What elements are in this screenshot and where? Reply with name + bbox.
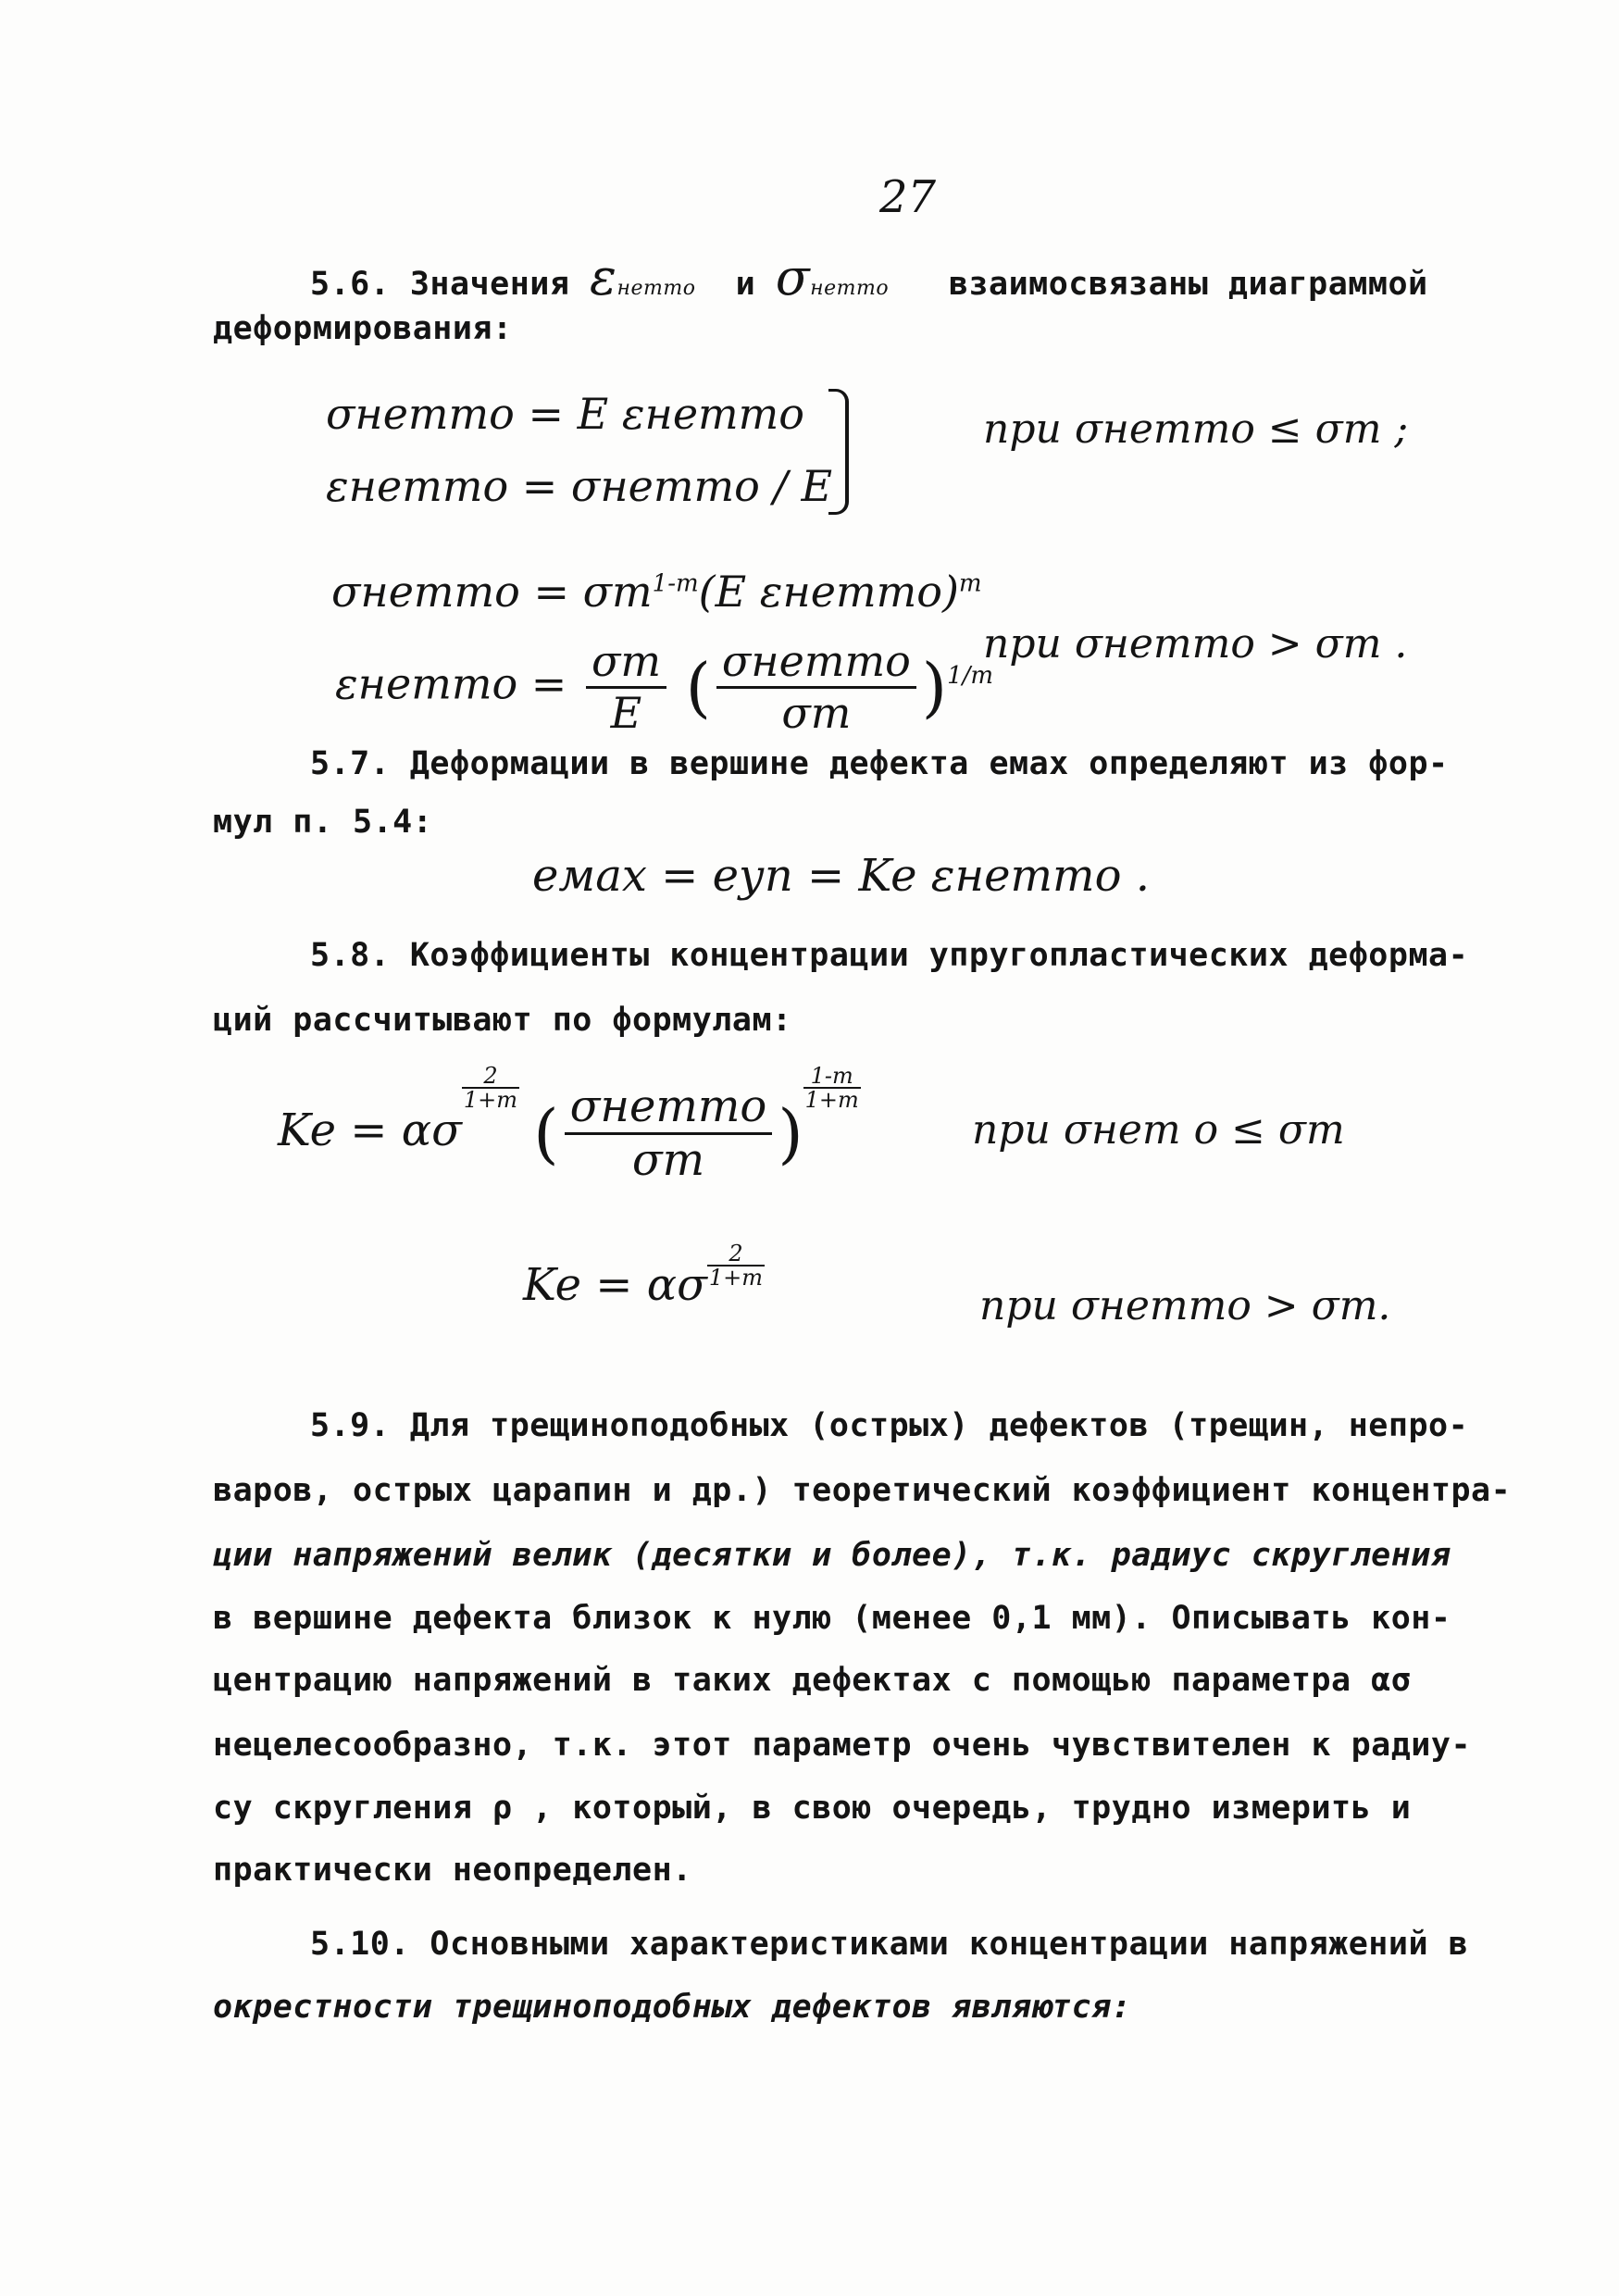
section-5-9-line-3: ции напряжений велик (десятки и более), т.к. радиус скругления [213, 1537, 1451, 1574]
exponent-2-over-1-plus-m-2: $\frac{2}{1+m}$ [708, 1241, 764, 1291]
formula-eps-plastic: εнетто = $\frac{\sigma т}{E}$ ( $\frac{\text{σнетто}}{\sigma т}$ )$^{1/m}$ [335, 636, 994, 738]
exponent-1-minus-m-over-1-plus-m: $\frac{1-m}{1+m}$ [804, 1063, 859, 1113]
symbol-epsilon: ε [590, 248, 617, 306]
exponent-2-over-1-plus-m: $\frac{2}{1+m}$ [463, 1063, 518, 1113]
fraction-sigma-netto-over-sigma-t: $\frac{\text{σнетто}}{\sigma т}$ [716, 637, 916, 738]
formula-eps-plastic-left: εнетто = [335, 658, 567, 709]
subscript-netto-2: нетто [810, 277, 890, 300]
section-5-8-line-1: 5.8. Коэффициенты концентрации упругопластических деформа- [310, 937, 1469, 974]
section-5-9-line-1: 5.9. Для трещиноподобных (острых) дефектов (трещин, непро- [310, 1407, 1469, 1444]
subscript-netto: нетто [616, 277, 696, 300]
formula-sigma-plastic-left: σнетто = σт [331, 567, 653, 617]
section-5-6-tail: взаимосвязаны диаграммой [948, 266, 1428, 303]
section-5-9-line-6: нецелесообразно, т.к. этот параметр очень чувствителен к радиу- [213, 1727, 1472, 1764]
formula-eps-elastic: εнетто = σнетто / E [326, 461, 833, 511]
condition-plastic: при σнетто > σт . [983, 620, 1408, 668]
section-5-7-line-1: 5.7. Деформации в вершине дефекта eмах определяют из фор- [310, 745, 1449, 782]
section-5-10-line-2: окрестности трещиноподобных дефектов являются: [213, 1989, 1132, 2026]
formula-ke-elastic-left: Ke = ασ [523, 1259, 707, 1311]
page-number: 27 [879, 171, 937, 223]
section-5-8-line-2: ций рассчитывают по формулам: [213, 1002, 792, 1039]
formula-sigma-elastic: σнетто = E εнетто [326, 389, 804, 439]
exponent-1-m: 1-m [652, 569, 699, 598]
section-5-9-line-4: в вершине дефекта близок к нулю (менее 0,1 мм). Описывать кон- [213, 1600, 1451, 1637]
exponent-m: m [958, 569, 982, 598]
conjunction: и [735, 266, 756, 303]
formula-ke-plastic: Ke = ασ $\frac{2}{1+m}$ ( $\frac{\text{σнетто}}{\sigma т}$ ) $\frac{1-m}{1+m}$ [278, 1063, 859, 1187]
fraction-sigma-t-over-e: $\frac{\sigma т}{E}$ [586, 637, 666, 738]
section-5-6-line-1 [310, 248, 1513, 306]
formula-e-max: eмах = eуп = Ke εнетто . [532, 850, 1150, 902]
section-5-7-line-2: мул п. 5.4: [213, 804, 433, 841]
symbol-sigma: σ [775, 248, 811, 306]
section-5-9-line-8: практически неопределен. [213, 1852, 692, 1889]
formula-brace [828, 389, 849, 515]
section-5-9-line-2: варов, острых царапин и др.) теоретический коэффициент концентра- [213, 1472, 1512, 1509]
formula-sigma-plastic-right: (E εнетто) [698, 567, 959, 617]
formula-ke-elastic [523, 1241, 765, 1311]
section-5-10-line-1: 5.10. Основными характеристиками концентрации напряжений в [310, 1926, 1469, 1963]
section-5-6-intro: 5.6. Значения [310, 266, 570, 303]
section-5-6-line-2: деформирования: [213, 310, 513, 347]
section-5-9-line-7: су скругления ρ , который, в свою очередь, трудно измерить и [213, 1790, 1412, 1827]
fraction-sigma-netto-over-sigma-t-2: $\frac{\text{σнетто}}{\sigma т}$ [565, 1081, 773, 1186]
formula-ke-plastic-left: Ke = ασ [278, 1104, 462, 1157]
condition-ke-plastic: при σнет о ≤ σт [972, 1106, 1345, 1154]
section-5-9-line-5: центрацию напряжений в таких дефектах с помощью параметра ασ [213, 1662, 1412, 1699]
exponent-1-over-m: 1/m [947, 662, 994, 691]
formula-sigma-plastic [331, 567, 982, 617]
condition-ke-elastic: при σнетто > σт. [979, 1282, 1391, 1329]
condition-elastic: при σнетто ≤ σт ; [983, 406, 1409, 453]
